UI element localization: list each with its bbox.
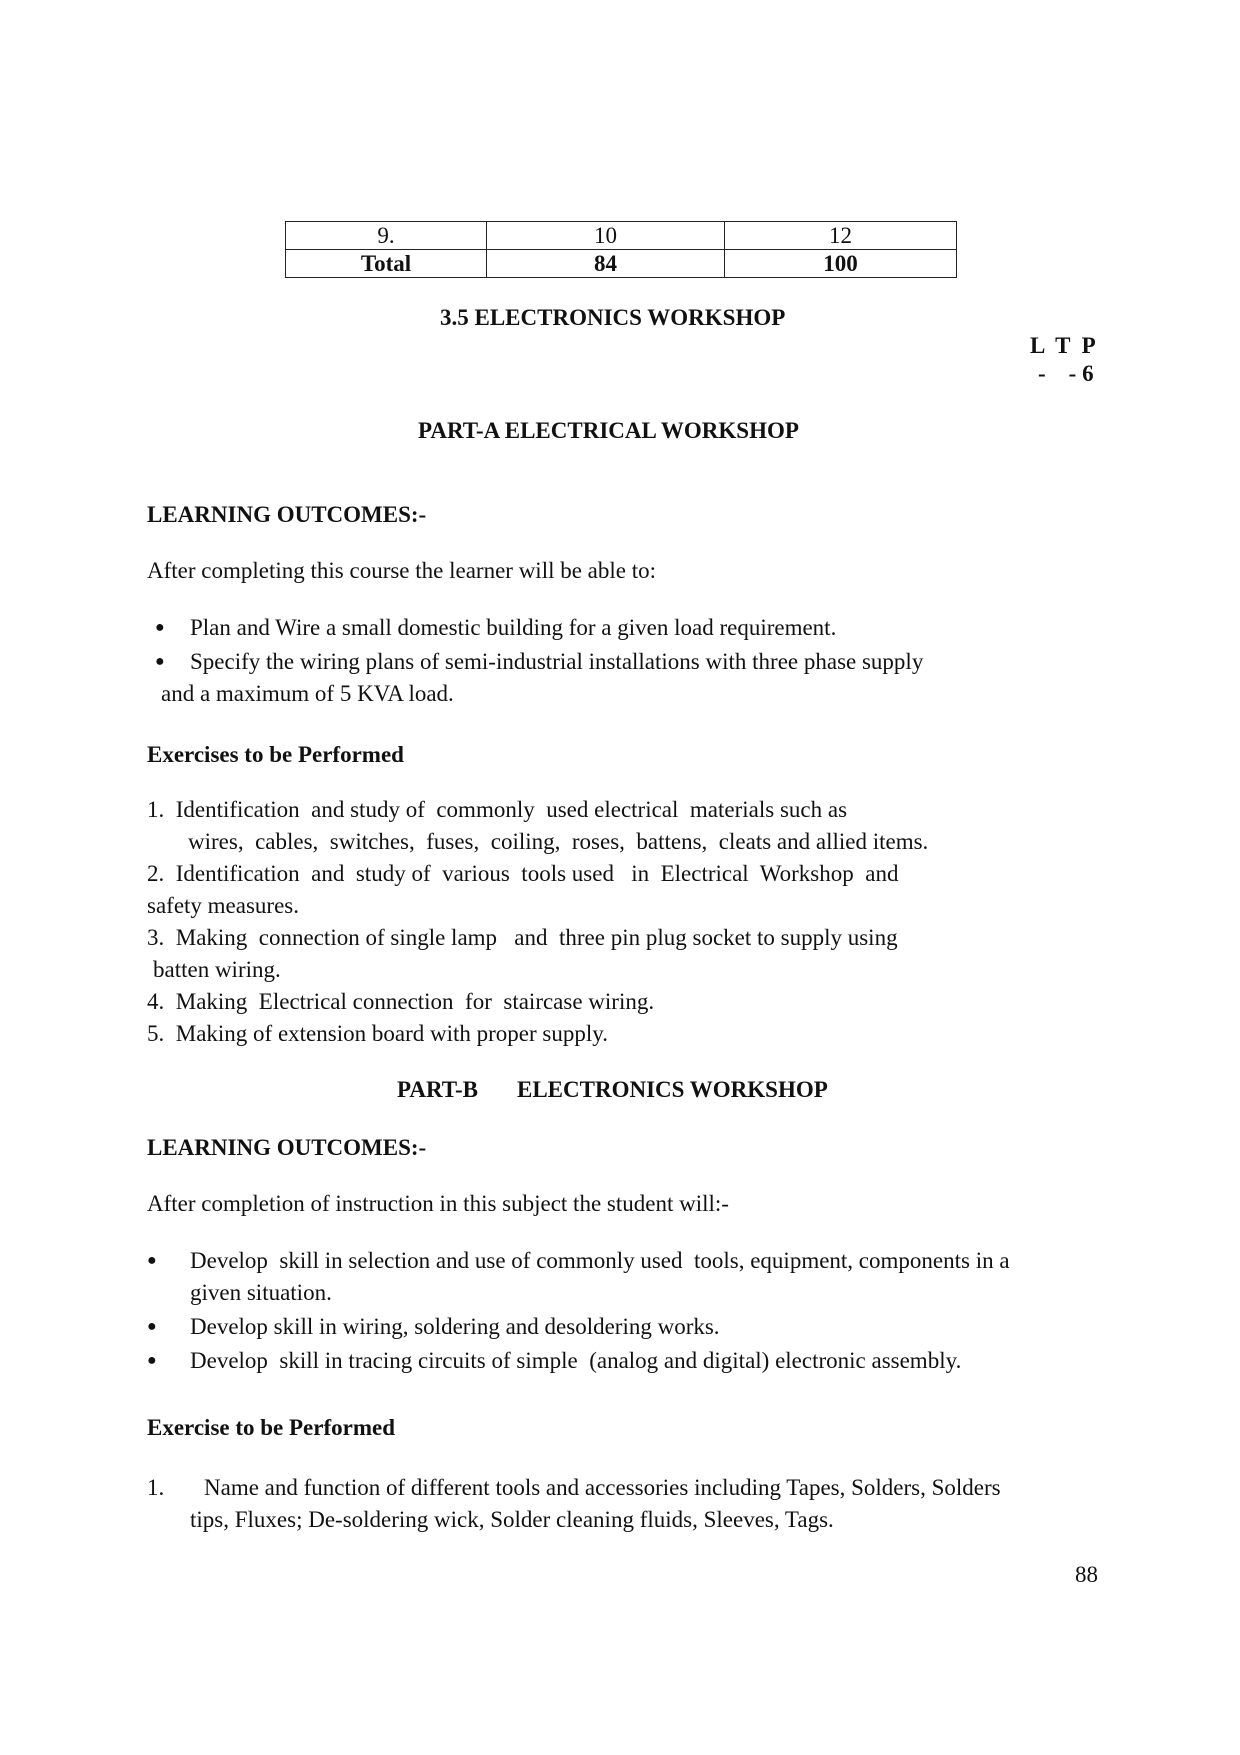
table-row (286, 222, 957, 250)
bullet-icon: ● (147, 1318, 157, 1335)
exercise-item-continuation: wires, cables, switches, fuses, coiling, roses, battens, cleats and allied items. (188, 829, 929, 854)
exercise-item-continuation: batten wiring. (153, 957, 281, 982)
table-cell: 100 (725, 250, 957, 278)
table-row (286, 250, 957, 278)
list-item: Develop skill in tracing circuits of simple (analog and digital) electronic assembly. (190, 1348, 962, 1373)
list-item: Develop skill in selection and use of commonly used tools, equipment, components in a (190, 1248, 1010, 1273)
list-item: Specify the wiring plans of semi-industrial installations with three phase supply (190, 649, 924, 674)
table-cell: 12 (725, 222, 957, 250)
marks-summary-table (285, 221, 957, 278)
list-item: Develop skill in wiring, soldering and desoldering works. (190, 1314, 720, 1339)
table-cell: Total (286, 250, 487, 278)
table-cell: 84 (487, 250, 725, 278)
exercise-item: 1. Identification and study of commonly used electrical materials such as (147, 797, 848, 822)
ltp-header: L T P (1030, 333, 1096, 358)
page-number: 88 (1075, 1562, 1098, 1587)
table-cell: 10 (487, 222, 725, 250)
table-cell: 9. (286, 222, 487, 250)
part-a-exercises-heading: Exercises to be Performed (147, 742, 404, 767)
exercise-number: 1. (147, 1475, 165, 1500)
part-a-intro: After completing this course the learner will be able to: (147, 558, 657, 583)
list-item-continuation: and a maximum of 5 KVA load. (161, 681, 454, 706)
part-b-title-label: PART-B (397, 1077, 478, 1102)
part-a-title: PART-A ELECTRICAL WORKSHOP (418, 418, 799, 443)
part-b-exercise-heading: Exercise to be Performed (147, 1415, 396, 1440)
exercise-item: 2. Identification and study of various tools used in Electrical Workshop and (147, 861, 899, 886)
bullet-icon: ● (155, 653, 165, 670)
ltp-values: - - 6 (1038, 361, 1094, 386)
bullet-icon: ● (147, 1352, 157, 1369)
exercise-item-continuation: safety measures. (147, 893, 299, 918)
list-item: Plan and Wire a small domestic building for a given load requirement. (190, 615, 837, 640)
part-b-outcomes-heading: LEARNING OUTCOMES:- (147, 1135, 427, 1160)
list-item-continuation: given situation. (190, 1280, 332, 1305)
part-b-intro: After completion of instruction in this subject the student will:- (147, 1191, 729, 1216)
bullet-icon: ● (147, 1252, 157, 1269)
exercise-item-continuation: tips, Fluxes; De-soldering wick, Solder cleaning fluids, Sleeves, Tags. (190, 1507, 834, 1532)
part-a-outcomes-heading: LEARNING OUTCOMES:- (147, 502, 427, 527)
exercise-item: Name and function of different tools and accessories including Tapes, Solders, Solders (204, 1475, 1001, 1500)
exercise-item: 4. Making Electrical connection for staircase wiring. (147, 989, 655, 1014)
section-heading: 3.5 ELECTRONICS WORKSHOP (440, 305, 786, 330)
exercise-item: 5. Making of extension board with proper supply. (147, 1021, 608, 1046)
exercise-item: 3. Making connection of single lamp and three pin plug socket to supply using (147, 925, 898, 950)
bullet-icon: ● (155, 619, 165, 636)
part-b-title: ELECTRONICS WORKSHOP (517, 1077, 828, 1102)
